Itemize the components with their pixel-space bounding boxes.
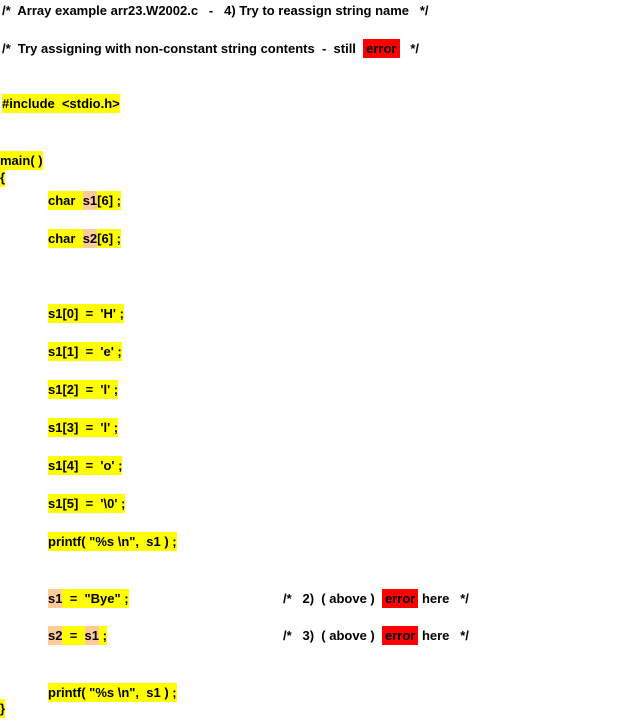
code-text: s1[2] = 'l' ; (48, 382, 119, 397)
code-text: s1[3] = 'l' ; (48, 420, 119, 435)
code-text: = (62, 628, 85, 643)
code-text: printf( "%s \n", s1 ) ; (48, 685, 177, 700)
open-brace-run (0, 169, 5, 187)
declaration-s1-run (48, 192, 121, 210)
comment-text: /* Try assigning with non-constant string contents - still (2, 41, 364, 56)
comment-text: */ (399, 41, 420, 56)
code-text: ; (98, 628, 107, 643)
code-text: [6] ; (97, 231, 121, 246)
printf-first (0, 533, 628, 551)
assign-s1-3-run (48, 419, 118, 437)
assign-s1-1 (0, 343, 628, 361)
variable-s2-highlight: s2 (82, 231, 98, 246)
declaration-s1 (0, 192, 628, 210)
reassign-s1-run (48, 590, 129, 608)
comment-header-2-run (2, 40, 419, 58)
assign-s1-0 (0, 305, 628, 323)
error-highlight: error (382, 589, 418, 608)
assign-s2-s1-run (283, 627, 469, 645)
assign-s2-s1-run (48, 627, 107, 645)
assign-s1-0-run (48, 305, 124, 323)
code-text: char (48, 231, 83, 246)
comment-header-1-run (2, 2, 429, 20)
assign-s1-3 (0, 419, 628, 437)
code-text: { (0, 170, 6, 185)
declaration-s2-run (48, 230, 121, 248)
code-text: s1[5] = '\0' ; (48, 496, 126, 511)
assign-s1-2 (0, 381, 628, 399)
code-text: main( ) (0, 153, 43, 168)
close-brace (0, 700, 628, 718)
include-directive (0, 95, 628, 113)
comment-text: /* 2) ( above ) (283, 591, 382, 606)
code-text: s1[4] = 'o' ; (48, 458, 123, 473)
open-brace (0, 169, 628, 187)
reassign-s1 (0, 590, 628, 608)
error-highlight: error (382, 626, 418, 645)
assign-s1-2-run (48, 381, 118, 399)
code-text: } (0, 701, 6, 716)
assign-s1-4 (0, 457, 628, 475)
include-directive-run (2, 95, 120, 113)
variable-s2-highlight: s2 (48, 628, 63, 643)
assign-s1-5-run (48, 495, 125, 513)
variable-s1-highlight: s1 (82, 193, 98, 208)
code-text: char (48, 193, 83, 208)
code-text: #include <stdio.h> (2, 96, 120, 111)
comment-header-2 (0, 40, 628, 58)
printf-first-run (48, 533, 177, 551)
assign-s2-s1 (0, 627, 628, 645)
code-text: = "Bye" ; (62, 591, 129, 606)
assign-s1-5 (0, 495, 628, 513)
code-text: s1[1] = 'e' ; (48, 344, 122, 359)
declaration-s2 (0, 230, 628, 248)
comment-text: /* Array example arr23.W2002.c - 4) Try to reassign string name */ (2, 3, 429, 18)
comment-text: here */ (418, 591, 469, 606)
code-text: printf( "%s \n", s1 ) ; (48, 534, 177, 549)
close-brace-run (0, 700, 5, 718)
variable-s1-highlight: s1 (84, 628, 99, 643)
comment-text: /* 3) ( above ) (283, 628, 382, 643)
code-text: [6] ; (97, 193, 121, 208)
reassign-s1-run (283, 590, 469, 608)
error-highlight: error (363, 39, 399, 58)
main-declaration (0, 152, 628, 170)
main-declaration-run (0, 152, 43, 170)
comment-text: here */ (418, 628, 469, 643)
variable-s1-highlight: s1 (48, 591, 63, 606)
code-text: s1[0] = 'H' ; (48, 306, 124, 321)
comment-header-1 (0, 2, 628, 20)
assign-s1-1-run (48, 343, 122, 361)
assign-s1-4-run (48, 457, 122, 475)
